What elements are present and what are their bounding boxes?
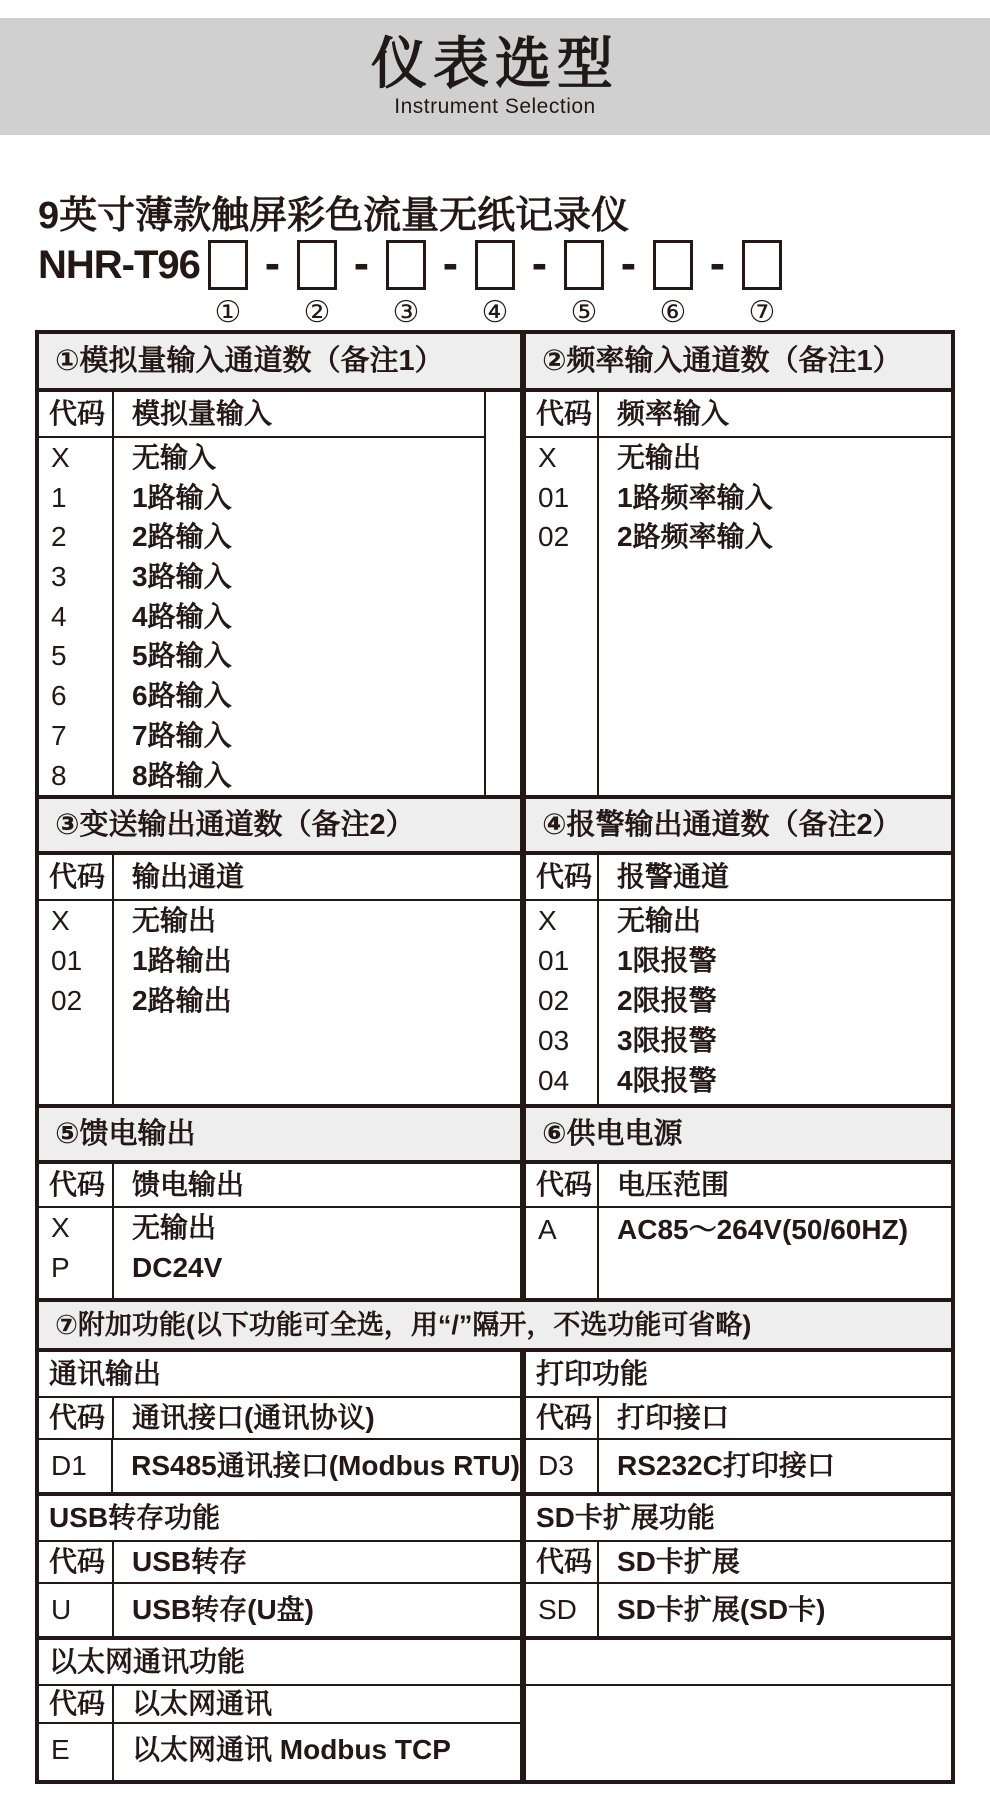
section-header-additional-functions: ⑦附加功能(以下功能可全选，用“/”隔开，不选功能可省略) <box>39 1298 951 1352</box>
desc-value: 无输出 <box>617 905 702 936</box>
position-marker: ⑤ <box>570 296 598 329</box>
code-column <box>526 1440 599 1492</box>
additional-group-ethernet <box>39 1636 951 1780</box>
section-body-band-1 <box>39 392 951 795</box>
desc-value: 1路输出 <box>132 945 232 976</box>
feed-output-subtable <box>39 1164 526 1298</box>
code-column <box>39 1440 113 1492</box>
subtable-body <box>39 1584 520 1636</box>
code-value: 02 <box>538 985 570 1016</box>
model-dash: - <box>442 237 459 289</box>
frequency-input-subtable <box>526 392 951 795</box>
code-value: 4 <box>51 600 67 632</box>
column-header-desc: 打印接口 <box>617 1402 730 1433</box>
desc-value: 2路输入 <box>132 521 232 553</box>
code-column <box>526 1208 599 1298</box>
code-value: 1 <box>51 481 67 513</box>
subtable-header <box>39 855 520 901</box>
model-code-box <box>475 240 515 290</box>
page-banner <box>0 18 990 135</box>
analog-input-subtable <box>39 392 486 795</box>
desc-value: 无输出 <box>617 442 702 473</box>
code-value: X <box>51 905 70 936</box>
model-position-5 <box>564 240 604 328</box>
subtable-body <box>526 901 951 1104</box>
desc-value: 2路输出 <box>132 985 232 1016</box>
section-header-band-1 <box>39 334 951 392</box>
section-header-alarm-output: ④报警输出通道数（备注2） <box>526 799 951 851</box>
subtable-header <box>526 392 951 438</box>
column-header-desc: 以太网通讯 <box>132 1688 273 1719</box>
model-code-box <box>386 240 426 290</box>
subtable-header <box>39 1686 520 1724</box>
section-header-analog-input: ①模拟量输入通道数（备注1） <box>39 334 526 388</box>
code-column <box>39 1208 114 1298</box>
subtable-body <box>39 1724 520 1780</box>
code-value: 01 <box>538 481 570 513</box>
section-header-frequency-input: ②频率输入通道数（备注1） <box>526 334 951 388</box>
code-value: 6 <box>51 680 67 712</box>
transmit-output-subtable <box>39 855 526 1104</box>
model-code-box <box>653 240 693 290</box>
column-header-desc: 输出通道 <box>132 861 245 892</box>
code-value: 2 <box>51 521 67 553</box>
print-function-subtable <box>526 1352 951 1492</box>
code-value: X <box>538 905 557 936</box>
code-value: 3 <box>51 561 67 593</box>
group-title-sd-function: SD卡扩展功能 <box>526 1496 951 1542</box>
code-value: 01 <box>51 945 83 976</box>
code-value: D3 <box>538 1450 574 1481</box>
subtable-header <box>39 1164 520 1208</box>
desc-column <box>599 901 951 1104</box>
desc-value: AC85～264V(50/60HZ) <box>617 1214 909 1245</box>
subtable-body <box>526 1208 951 1298</box>
column-header-desc: 馈电输出 <box>132 1169 245 1200</box>
model-dash: - <box>709 237 726 289</box>
column-header-desc: 模拟量输入 <box>132 398 273 429</box>
code-value: X <box>538 442 557 473</box>
subtable-body <box>39 438 484 795</box>
desc-value: 1路输入 <box>132 481 232 513</box>
code-value: 02 <box>538 521 570 553</box>
code-value: 01 <box>538 945 570 976</box>
column-header-code: 代码 <box>526 1398 599 1438</box>
additional-group-usb-sd <box>39 1492 951 1636</box>
code-value: U <box>51 1594 72 1625</box>
code-value: A <box>538 1214 557 1245</box>
ethernet-empty-cell <box>526 1640 951 1780</box>
model-position-7 <box>742 240 782 328</box>
group-title-print-function: 打印功能 <box>526 1352 951 1398</box>
position-marker: ⑥ <box>659 296 687 329</box>
desc-column <box>114 1584 520 1636</box>
section-header-power-supply: ⑥供电电源 <box>526 1108 951 1160</box>
desc-value: DC24V <box>132 1252 223 1283</box>
empty-title-cell <box>526 1640 951 1686</box>
desc-value: 无输入 <box>132 442 217 473</box>
desc-column <box>114 438 484 795</box>
desc-value: RS232C打印接口 <box>617 1450 835 1481</box>
model-code-box <box>297 240 337 290</box>
subtable-header <box>39 1542 520 1584</box>
model-code-row <box>38 237 782 329</box>
desc-value: 4限报警 <box>617 1065 717 1096</box>
code-value: 8 <box>51 759 67 791</box>
column-header-code: 代码 <box>39 1686 114 1722</box>
product-title: 9英寸薄款触屏彩色流量无纸记录仪 <box>38 195 630 237</box>
desc-value: 无输出 <box>132 905 217 936</box>
desc-value: 2限报警 <box>617 985 717 1016</box>
subtable-header <box>526 1398 951 1440</box>
subtable-body <box>526 1440 951 1492</box>
model-code-box <box>208 240 248 290</box>
subtable-header <box>39 1398 520 1440</box>
power-supply-subtable <box>526 1164 951 1298</box>
desc-value: 2路频率输入 <box>617 521 773 553</box>
sd-function-subtable <box>526 1496 951 1636</box>
code-value: E <box>51 1734 70 1765</box>
subtable-body <box>526 438 951 795</box>
column-header-desc: 报警通道 <box>617 861 730 892</box>
subtable-header <box>526 1164 951 1208</box>
position-marker: ② <box>303 296 331 329</box>
desc-column <box>599 1208 951 1298</box>
model-dash: - <box>531 237 548 289</box>
section-body-band-2 <box>39 855 951 1104</box>
code-value: X <box>51 442 70 473</box>
model-dash: - <box>620 237 637 289</box>
alarm-output-subtable <box>526 855 951 1104</box>
section-header-feed-output: ⑤馈电输出 <box>39 1108 526 1160</box>
column-header-desc: 通讯接口(通讯协议) <box>132 1402 375 1433</box>
desc-value: 8路输入 <box>132 759 232 791</box>
group-title-usb-function: USB转存功能 <box>39 1496 520 1542</box>
group-title-ethernet-function: 以太网通讯功能 <box>39 1640 520 1686</box>
desc-value: 7路输入 <box>132 719 232 751</box>
comm-output-subtable <box>39 1352 526 1492</box>
model-code-box <box>564 240 604 290</box>
desc-column <box>599 1440 951 1492</box>
analog-input-subtable-wrap <box>39 392 526 795</box>
code-column <box>526 438 599 795</box>
model-position-3 <box>386 240 426 328</box>
desc-value: SD卡扩展(SD卡) <box>617 1594 826 1625</box>
desc-column <box>114 1724 520 1780</box>
desc-value: 5路输入 <box>132 640 232 672</box>
code-column <box>39 1584 114 1636</box>
subtable-header <box>526 1542 951 1584</box>
code-value: 03 <box>538 1025 570 1056</box>
section-header-band-3 <box>39 1104 951 1164</box>
desc-value: 以太网通讯 Modbus TCP <box>132 1734 451 1765</box>
group-title-comm-output: 通讯输出 <box>39 1352 520 1398</box>
desc-value: 无输出 <box>132 1212 217 1243</box>
additional-group-comm-print <box>39 1352 951 1492</box>
code-value: 04 <box>538 1065 570 1096</box>
desc-column <box>599 1584 951 1636</box>
selection-table <box>35 330 955 1784</box>
usb-function-subtable <box>39 1496 526 1636</box>
desc-value: 4路输入 <box>132 600 232 632</box>
section-header-transmit-output: ③变送输出通道数（备注2） <box>39 799 526 851</box>
banner-subtitle: Instrument Selection <box>394 95 596 118</box>
code-value: SD <box>538 1594 577 1625</box>
desc-value: 3限报警 <box>617 1025 717 1056</box>
column-header-code: 代码 <box>39 1542 114 1582</box>
model-position-4 <box>475 240 515 328</box>
subtable-body <box>39 1208 520 1298</box>
column-header-code: 代码 <box>39 855 114 899</box>
code-column <box>39 438 114 795</box>
model-position-1 <box>208 240 248 328</box>
code-column <box>39 1724 114 1780</box>
section-header-band-2 <box>39 795 951 855</box>
subtable-header <box>39 392 484 438</box>
banner-title: 仪表选型 <box>371 32 619 95</box>
column-header-desc: USB转存 <box>132 1546 248 1577</box>
column-header-code: 代码 <box>526 855 599 899</box>
column-header-code: 代码 <box>39 392 114 436</box>
code-value: 5 <box>51 640 67 672</box>
desc-column <box>114 1208 520 1298</box>
model-prefix: NHR-T96 <box>38 243 200 287</box>
desc-value: USB转存(U盘) <box>132 1594 314 1625</box>
position-marker: ④ <box>481 296 509 329</box>
desc-value: RS485通讯接口(Modbus RTU) <box>131 1450 520 1481</box>
column-header-desc: 电压范围 <box>617 1169 730 1200</box>
code-value: D1 <box>51 1450 87 1481</box>
column-header-code: 代码 <box>526 1164 599 1206</box>
code-value: X <box>51 1212 70 1243</box>
desc-value: 3路输入 <box>132 561 232 593</box>
column-header-desc: 频率输入 <box>617 398 730 429</box>
model-position-6 <box>653 240 693 328</box>
desc-column <box>113 1440 520 1492</box>
column-header-code: 代码 <box>526 1542 599 1582</box>
model-code-box <box>742 240 782 290</box>
position-marker: ① <box>214 296 242 329</box>
subtable-body <box>39 1440 520 1492</box>
ethernet-function-subtable <box>39 1640 526 1780</box>
column-header-code: 代码 <box>526 392 599 436</box>
column-header-code: 代码 <box>39 1398 114 1438</box>
position-marker: ⑦ <box>748 296 776 329</box>
subtable-body <box>39 901 520 1104</box>
code-column <box>526 901 599 1104</box>
code-column <box>526 1584 599 1636</box>
subtable-body <box>526 1584 951 1636</box>
desc-value: 6路输入 <box>132 680 232 712</box>
column-header-desc: SD卡扩展 <box>617 1546 740 1577</box>
model-position-2 <box>297 240 337 328</box>
desc-column <box>599 438 951 795</box>
column-header-code: 代码 <box>39 1164 114 1206</box>
model-dash: - <box>264 237 281 289</box>
code-column <box>39 901 114 1104</box>
model-dash: - <box>353 237 370 289</box>
subtable-header <box>526 855 951 901</box>
position-marker: ③ <box>392 296 420 329</box>
code-value: P <box>51 1252 70 1283</box>
section-body-band-3 <box>39 1164 951 1298</box>
desc-value: 1限报警 <box>617 945 717 976</box>
code-value: 7 <box>51 719 67 751</box>
desc-column <box>114 901 520 1104</box>
code-value: 02 <box>51 985 83 1016</box>
desc-value: 1路频率输入 <box>617 481 773 513</box>
